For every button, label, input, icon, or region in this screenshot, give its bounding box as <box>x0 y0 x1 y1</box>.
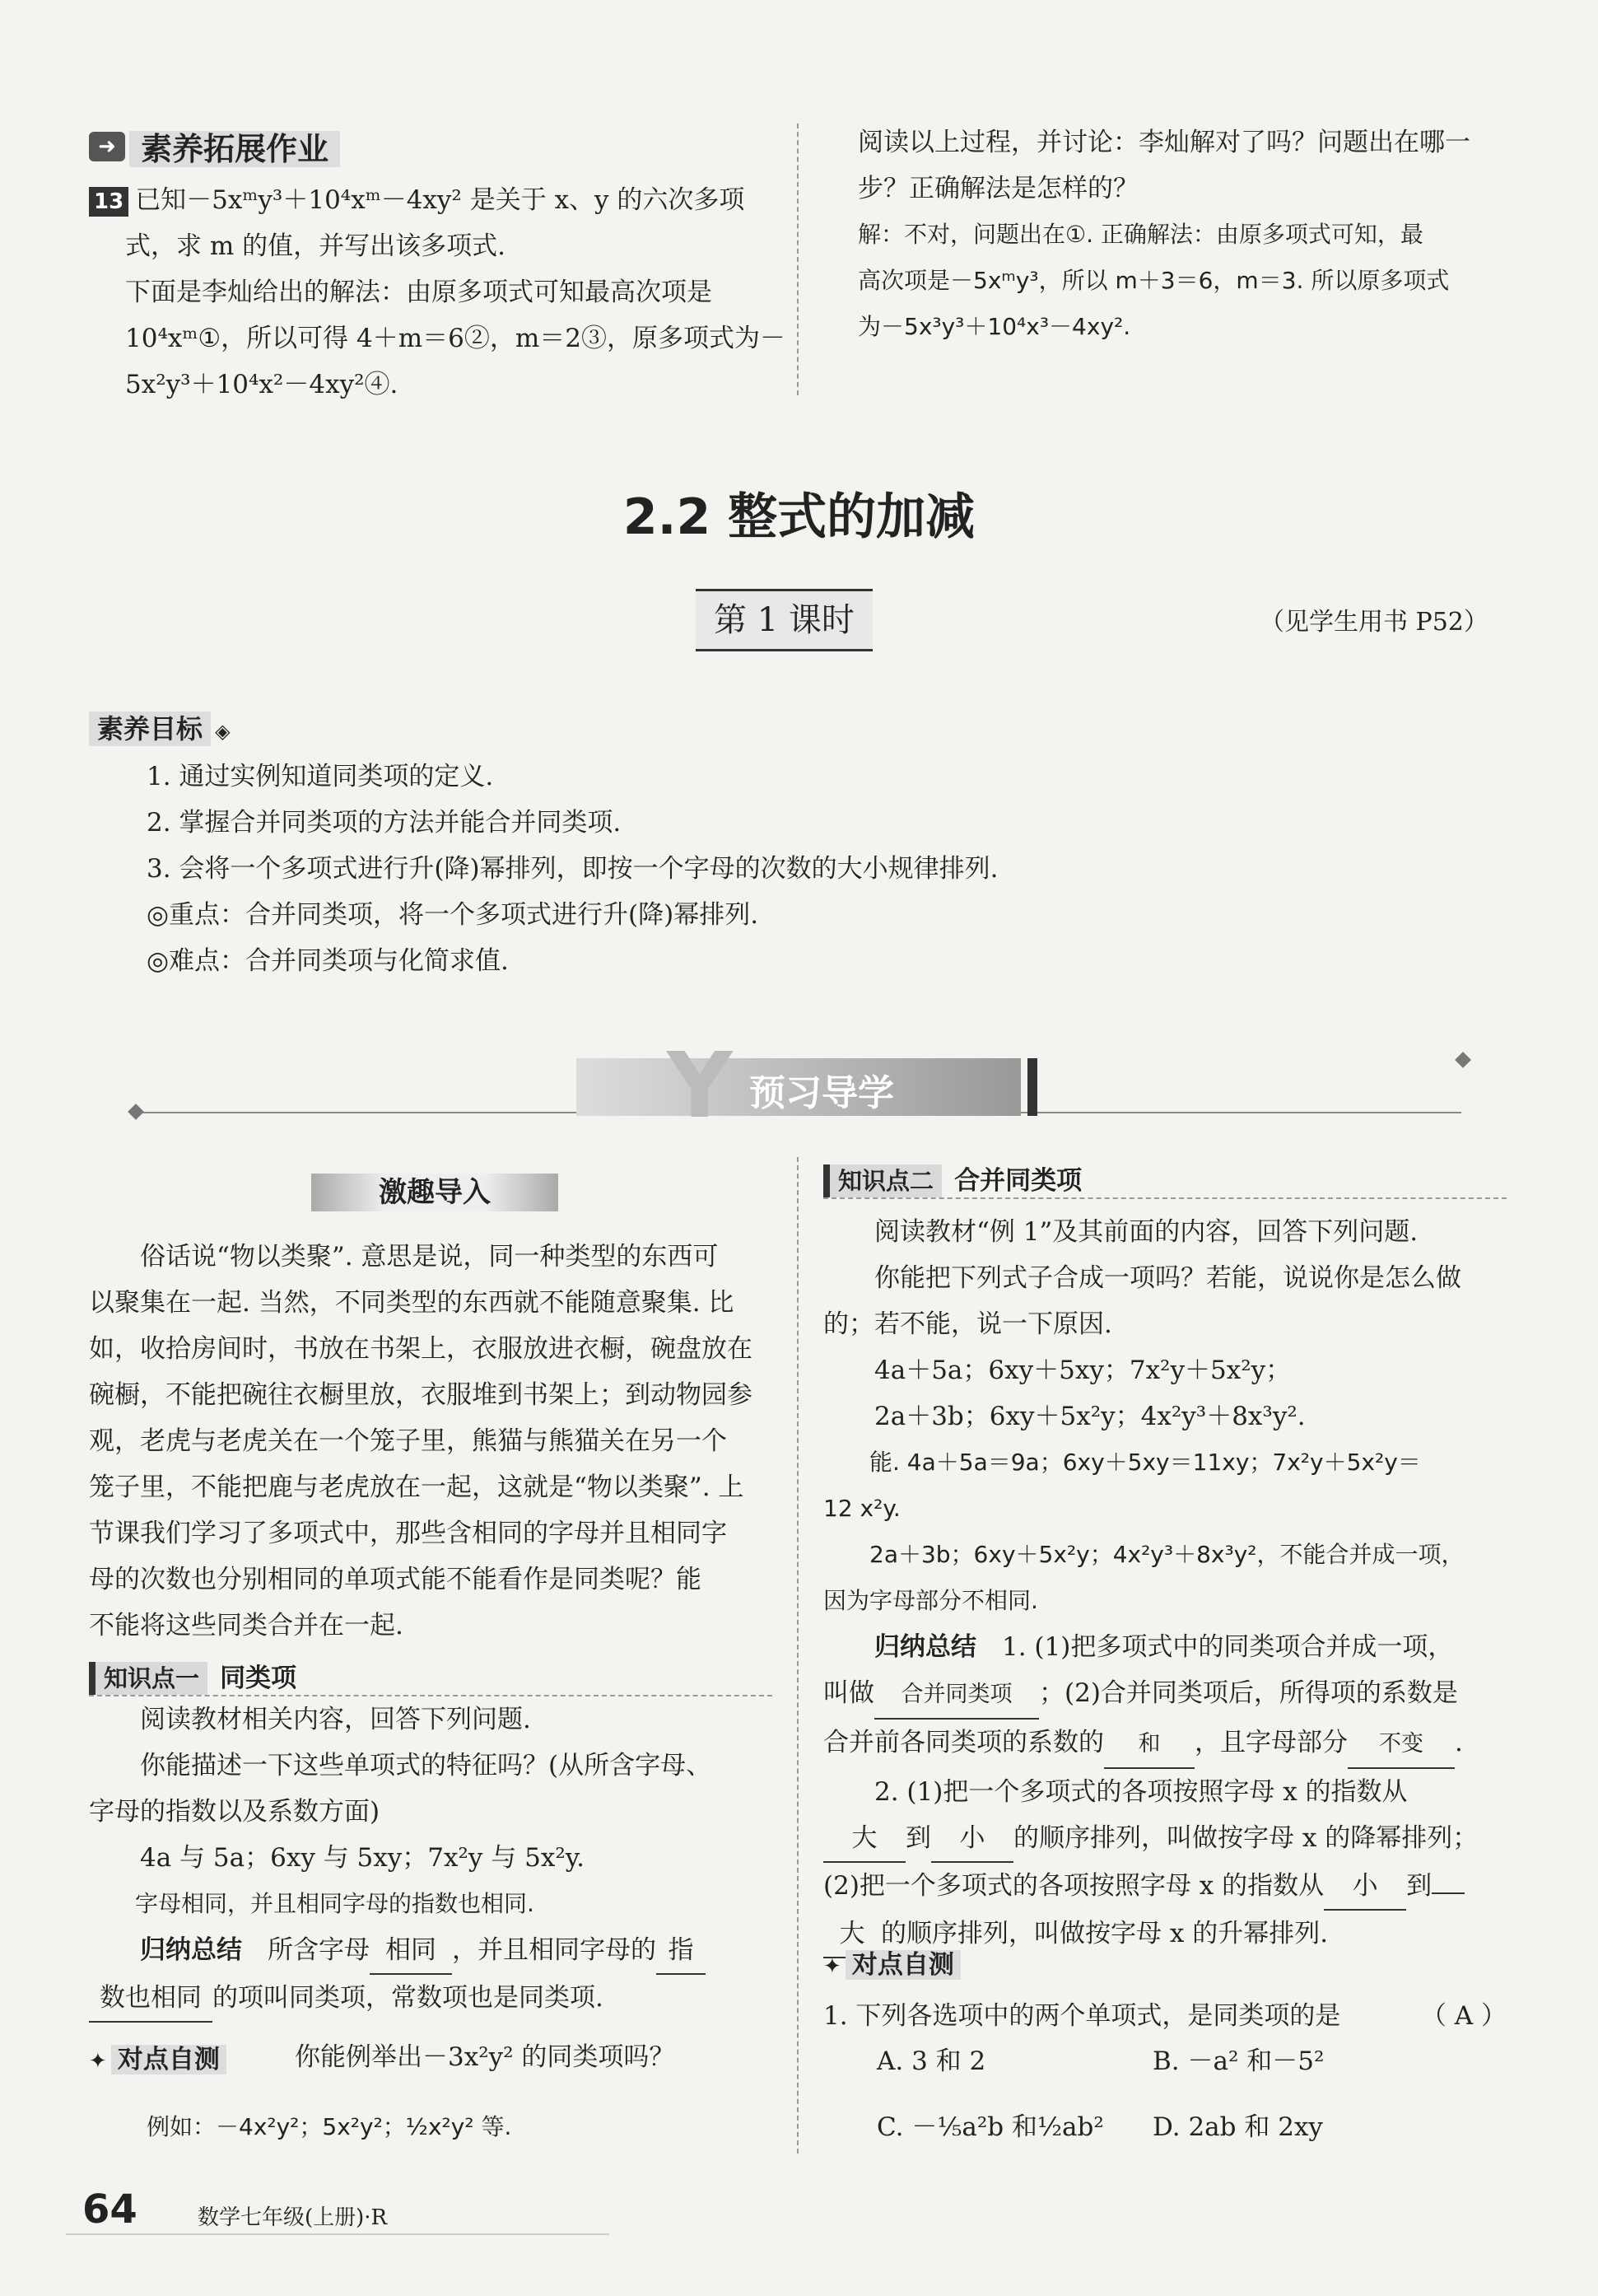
arrow-icon: ➜ <box>89 132 125 161</box>
diamond-icon: ✦ <box>823 1954 841 1979</box>
selftest-label-right: ✦ 对点自测 <box>823 1944 961 1981</box>
top-left-problem: 13 已知－5xᵐy³＋10⁴xᵐ－4xy² 是关于 x、y 的六次多项 式，求 m 的值，并写出该多项式. 下面是李灿给出的解法：由原多项式可知最高次项是 10⁴xᵐ①，所以可得 4＋m＝6②，m＝2③，原多项式为－ 5x²y³＋10⁴x²－4xy²④. <box>89 177 789 408</box>
list-item: ◎重点：合并同类项，将一个多项式进行升(降)幂排列. <box>147 900 759 930</box>
knowledge-point-2: 知识点二 合并同类项 <box>823 1160 1507 1199</box>
list-item: ◎难点：合并同类项与化简求值. <box>147 946 509 976</box>
list-item: 2. 掌握合并同类项的方法并能合并同类项. <box>147 808 622 838</box>
banner-text: 预习导学 <box>749 1072 894 1114</box>
kp2-content: 阅读教材“例 1”及其前面的内容，回答下列问题. 你能把下列式子合成一项吗？若能，说说你是怎么做 的；若不能，说一下原因. 4a＋5a；6xy＋5xy；7x²y＋5x²y； 2a＋3b；6xy＋5x²y；4x²y³＋8x³y². 能. 4a＋5a＝9a；6xy＋5xy＝11xy；7x²y＋5x²y＝ 12 x²y. 2a＋3b；6xy＋5x²y；4x²y³＋8x³y²，不能合并成一项， 因为字母部分不相同. 归纳总结 1. (1)把多项式中的同类项合并成一项， 叫做 合并同类项 ；(2)合并同类项后，所得项的系数是 合并前各同类项的系数的 和 ，且字母部分 不变 . 2. (1)把一个多项式的各项按照字母 x 的指数从 大 到 小 的顺序排列，叫做按字母 x 的降幂排列； (2)把一个多项式的各项按照字母 x 的指数从 小 到 大 的顺序排列，叫做按字母 x 的升幂排列. <box>823 1209 1523 1958</box>
diamond-icon: ◈ <box>215 720 231 743</box>
column-divider-top <box>797 124 799 395</box>
option-c: C. －⅕a²b 和½ab² <box>877 2112 1104 2142</box>
problem-number: 13 <box>89 187 128 217</box>
column-divider-main <box>797 1157 799 2154</box>
option-b: B. －a² 和－5² <box>1153 2046 1325 2076</box>
answer: （ A ） <box>1420 2001 1507 2031</box>
question-1: 1. 下列各选项中的两个单项式，是同类项的是 （ A ） <box>823 1993 1515 2039</box>
lesson-label: 第 1 课时 <box>696 589 873 651</box>
book-title: 数学七年级(上册)·R <box>198 2205 388 2230</box>
summary-2: 归纳总结 1. (1)把多项式中的同类项合并成一项， <box>874 1632 1454 1662</box>
page-title: 2.2 整式的加减 <box>622 488 976 546</box>
option-a: A. 3 和 2 <box>877 2046 986 2076</box>
goals-label: 素养目标 ◈ <box>89 708 231 746</box>
reference-note: （见学生用书 P52） <box>1260 608 1489 637</box>
option-d: D. 2ab 和 2xy <box>1153 2112 1323 2142</box>
page-number: 64 <box>82 2186 137 2233</box>
selftest-answer-left: 例如：－4x²y²；5x²y²；½x²y² 等. <box>147 2113 512 2140</box>
banner-letter: Y <box>667 1033 733 1138</box>
intro-title: 激趣导入 <box>311 1174 558 1211</box>
list-item: 3. 会将一个多项式进行升(降)幂排列，即按一个字母的次数的大小规律排列. <box>147 854 999 884</box>
banner-dot-left <box>128 1104 144 1120</box>
goals-list <box>147 754 1464 984</box>
knowledge-point-1: 知识点一 同类项 <box>89 1657 772 1696</box>
top-right-solution: 阅读以上过程，并讨论：李灿解对了吗？问题出在哪一 步？正确解法是怎样的？ 解：不对，问题出在①. 正确解法：由原多项式可知，最 高次项是－5xᵐy³，所以 m＋3＝6，m＝3. 所以原多项式 为－5x³y³＋10⁴x³－4xy². <box>858 128 1470 340</box>
selftest-label-left: ✦ 对点自测 <box>89 2038 226 2075</box>
banner <box>576 1033 1021 1138</box>
banner-dot-right <box>1455 1052 1471 1068</box>
top-section-title: ➜ 素养拓展作业 <box>89 124 340 169</box>
diamond-icon: ✦ <box>89 2049 107 2074</box>
list-item: 1. 通过实例知道同类项的定义. <box>147 762 494 791</box>
intro-paragraph: 俗话说“物以类聚”. 意思是说，同一种类型的东西可 以聚集在一起. 当然，不同类型的东西就不能随意聚集. 比 如，收拾房间时，书放在书架上，衣服放进衣橱，碗盘放在 碗橱，不能把碗往衣橱里放，衣服堆到书架上；到动物园参 观，老虎与老虎关在一个笼子里，熊猫与熊猫关在另一个 笼子里，不能把鹿与老虎放在一起，这就是“物以类聚”. 上 节课我们学习了多项式中，那些含相同的字母并且相同字 母的次数也分别相同的单项式能不能看作是同类呢？能 不能将这些同类合并在一起. <box>89 1242 752 1640</box>
footer-line <box>66 2233 609 2235</box>
selftest-question-left: 你能例举出－3x²y² 的同类项吗？ <box>295 2042 675 2072</box>
kp1-content: 阅读教材相关内容，回答下列问题. 你能描述一下这些单项式的特征吗？(从所含字母、 字母的指数以及系数方面) 4a 与 5a；6xy 与 5xy；7x²y 与 5x²y. 字母相同，并且相同字母的指数也相同. 归纳总结 所含字母 相同 ，并且相同字母的 指 数也相同 的项叫同类项，常数项也是同类项. <box>89 1696 789 2023</box>
summary-1: 归纳总结 所含字母 相同 ，并且相同字母的 指 <box>89 1927 789 1975</box>
